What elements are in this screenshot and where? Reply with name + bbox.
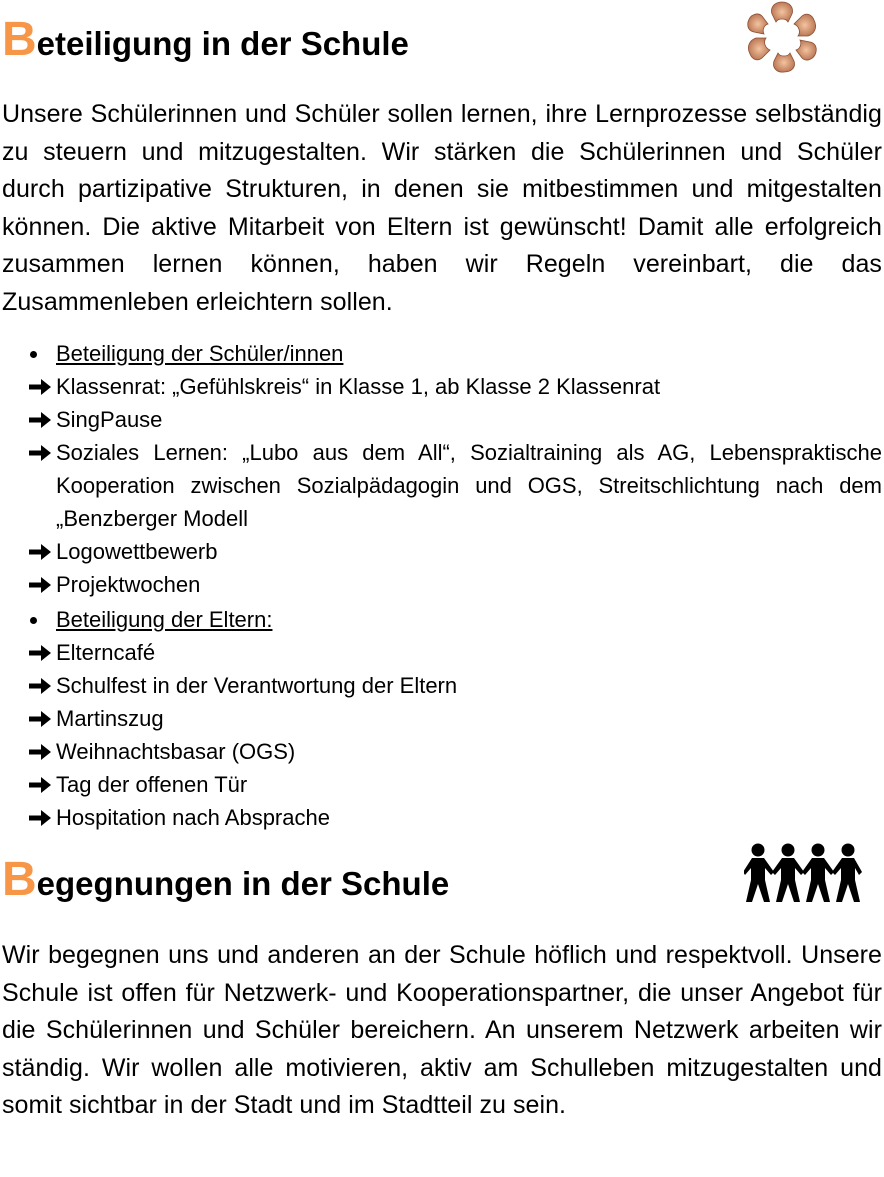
list-item: Tag der offenen Tür (0, 768, 884, 801)
title-text: eteiligung in der Schule (36, 25, 409, 62)
list-item: Soziales Lernen: „Lubo aus dem All“, Sozialtraining als AG, Lebenspraktische Kooperation zwischen Sozialpädagogin und OGS, Streitschlichtung nach dem „Benzberger Modell (0, 436, 884, 535)
arrow-right-icon (28, 776, 52, 794)
list-item: Klassenrat: „Gefühlskreis“ in Klasse 1, ab Klasse 2 Klassenrat (0, 370, 884, 403)
title-initial: B (2, 13, 37, 66)
section-paragraph-begegnungen: Wir begegnen uns und anderen an der Schule höflich und respektvoll. Unsere Schule ist offen für Netzwerk- und Kooperationspartner, die unser Angebot für die Schülerinnen und Schüler bereichern. An unserem Netzwerk arbeiten wir ständig. Wir wollen alle motivieren, aktiv am Schulleben mitzugestalten und somit sichtbar in der Stadt und im Stadtteil zu sein. (2, 941, 882, 1119)
arrow-right-icon (28, 677, 52, 695)
list-heading-parents: Beteiligung der Eltern: (0, 603, 884, 636)
section-paragraph-beteiligung: Unsere Schülerinnen und Schüler sollen lernen, ihre Lernprozesse selbständig zu steuern und mitzugestalten. Wir stärken die Schülerinnen und Schüler durch partizipative Strukturen, in denen sie mitbestimmen und mitgestalten können. Die aktive Mitarbeit von Eltern ist gewünscht! Damit alle erfolgreich zusammen lernen können, haben wir Regeln vereinbart, die das Zusammenleben erleichtern sollen. (2, 100, 882, 316)
bullet-dot-icon (30, 617, 37, 624)
arrow-right-icon (28, 411, 52, 429)
title-text: egegnungen in der Schule (36, 865, 450, 902)
list-item: Projektwochen (0, 568, 884, 601)
title-initial: B (2, 853, 37, 906)
arrow-right-icon (28, 378, 52, 396)
section-title-begegnungen (2, 852, 449, 907)
arrow-right-icon (28, 644, 52, 662)
arrow-right-icon (28, 543, 52, 561)
arrow-right-icon (28, 743, 52, 761)
people-chain-icon (744, 842, 862, 904)
list-item: Elterncafé (0, 636, 884, 669)
list-item: Schulfest in der Verantwortung der Eltern (0, 669, 884, 702)
list-item: Hospitation nach Absprache (0, 801, 884, 834)
arrow-right-icon (28, 710, 52, 728)
list-item: Logowettbewerb (0, 535, 884, 568)
participation-list (0, 337, 884, 834)
arrow-right-icon (28, 444, 52, 462)
list-item: Weihnachtsbasar (OGS) (0, 735, 884, 768)
hands-circle-icon (744, 0, 820, 74)
list-heading-students: Beteiligung der Schüler/innen (0, 337, 884, 370)
list-item: SingPause (0, 403, 884, 436)
arrow-right-icon (28, 576, 52, 594)
arrow-right-icon (28, 809, 52, 827)
section-title-beteiligung (2, 12, 409, 67)
bullet-dot-icon (30, 351, 37, 358)
list-item: Martinszug (0, 702, 884, 735)
